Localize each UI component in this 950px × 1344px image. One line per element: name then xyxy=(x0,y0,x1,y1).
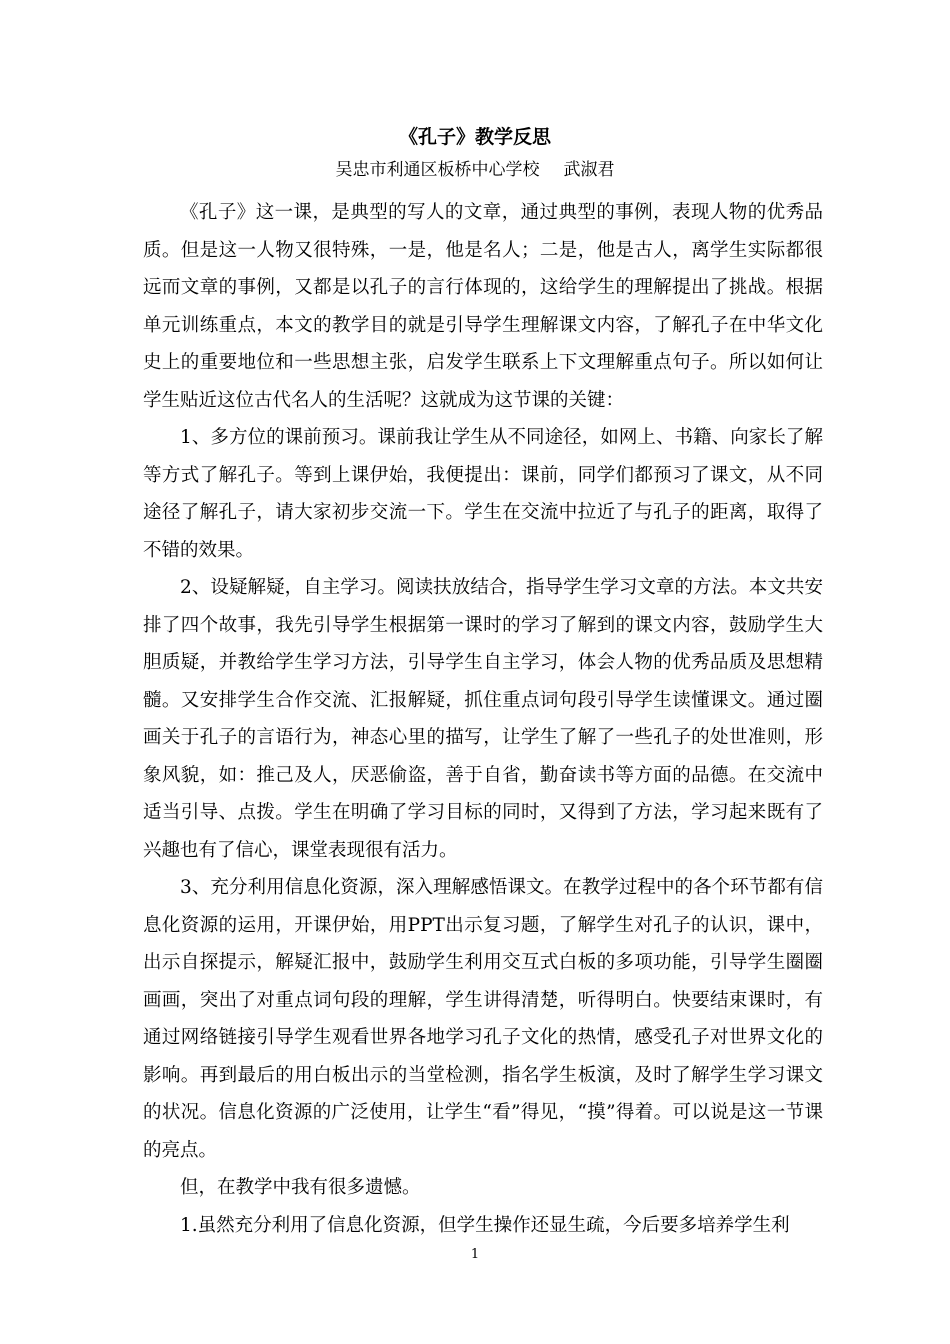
paragraph-point-1: 1、多方位的课前预习。课前我让学生从不同途径，如网上、书籍、向家长了解等方式了解孔子。等到上课伊始，我便提出：课前，同学们都预习了课文，从不同途径了解孔子，请大家初步交流一下。学生在交流中拉近了与孔子的距离，取得了不错的效果。 xyxy=(143,427,823,561)
paragraph-point-3: 3、充分利用信息化资源，深入理解感悟课文。在教学过程中的各个环节都有信息化资源的运用，开课伊始，用PPT出示复习题，了解学生对孔子的认识，课中，出示自探提示，解疑汇报中，鼓励学生利用交互式白板的多项功能，引导学生圈圈画画，突出了对重点词句段的理解，学生讲得清楚，听得明白。快要结束课时，有通过网络链接引导学生观看世界各地学习孔子文化的热情，感受孔子对世界文化的影响。再到最后的用白板出示的当堂检测，指名学生板演，及时了解学生学习课文的状况。信息化资源的广泛使用，让学生“看”得见，“摸”得着。可以说是这一节课的亮点。 xyxy=(143,877,823,1161)
page-number: 1 xyxy=(470,1247,480,1262)
author-name: 武淑君 xyxy=(563,160,615,180)
paragraph-regrets: 但，在教学中我有很多遗憾。 xyxy=(180,1177,421,1198)
document-title: 《孔子》教学反思 xyxy=(398,126,551,148)
author-line xyxy=(0,157,950,183)
document-body xyxy=(143,194,823,1244)
paragraph-point-2: 2、设疑解疑，自主学习。阅读扶放结合，指导学生学习文章的方法。本文共安排了四个故事，我先引导学生根据第一课时的学习了解到的课文内容，鼓励学生大胆质疑，并教给学生学习方法，引导学生自主学习，体会人物的优秀品质及思想精髓。又安排学生合作交流、汇报解疑，抓住重点词句段引导学生读懂课文。通过圈画关于孔子的言语行为，神态心里的描写，让学生了解了一些孔子的处世准则，形象风貌，如：推己及人，厌恶偷盗，善于自省，勤奋读书等方面的品德。在交流中适当引导、点拨。学生在明确了学习目标的同时，又得到了方法，学习起来既有了兴趣也有了信心，课堂表现很有活力。 xyxy=(143,577,823,861)
author-school: 吴忠市利通区板桥中心学校 xyxy=(335,160,540,180)
paragraph-intro: 《孔子》这一课，是典型的写人的文章，通过典型的事例，表现人物的优秀品质。但是这一人物又很特殊，一是，他是名人；二是，他是古人，离学生实际都很远而文章的事例，又都是以孔子的言行体现的，这给学生的理解提出了挑战。根据单元训练重点，本文的教学目的就是引导学生理解课文内容，了解孔子在中华文化史上的重要地位和一些思想主张，启发学生联系上下文理解重点句子。所以如何让学生贴近这位古代名人的生活呢？这就成为这节课的关键： xyxy=(143,202,823,411)
paragraph-regret-1: 1.虽然充分利用了信息化资源，但学生操作还显生疏，今后要多培养学生利 xyxy=(180,1214,790,1236)
